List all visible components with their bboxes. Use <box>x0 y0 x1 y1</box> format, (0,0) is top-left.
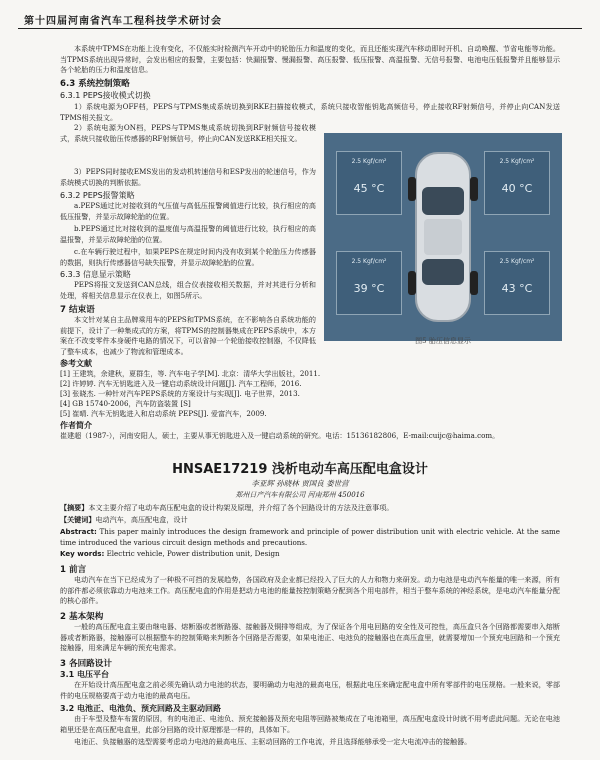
rl-pressure: 2.5 Kgf/cm² <box>351 258 387 265</box>
article-title: HNSAE17219 浅析电动车高压配电盒设计 <box>172 462 428 477</box>
paragraph-3-1: 在开始设计高压配电盒之前必须先确认动力电池的状态，要明确动力电池的最高电压，根据此电压来确定配电盒中所有零部件的电压规格。一般来说，零部件的电压规格要高于动力电池的最高电压。 <box>60 680 560 700</box>
fr-pressure: 2.5 Kgf/cm² <box>499 158 535 165</box>
front-left-tire-panel <box>336 151 402 215</box>
tire-pressure-display-figure <box>324 133 562 341</box>
abstract-en <box>60 527 560 548</box>
abstract-cn <box>60 503 560 514</box>
heading-6-3-3: 6.3.3 信息显示策略 <box>60 270 131 279</box>
fl-temperature: 45 °C <box>353 182 385 195</box>
paragraph-2: 一般的高压配电盒主要由继电器、熔断器或者断路器、接触器及铜排等组成，为了保证各个用电回路的安全性及可控性，高压盒只各个回路都需要串入熔断器或者断路器，接触器可以根据整车的控制策略来判断各个回路是否需要，如果电池正、电池负的接触器也在高压盒里，就需要增加一个预充电回路和一个预充接触器，用来满足车辆的预充电需求。 <box>60 622 560 653</box>
heading-3-1: 3.1 电压平台 <box>60 670 109 679</box>
author-bio: 崔建超（1987-），河南安阳人，硕士，主要从事无钥匙进入及一键启动系统的研究。电话：15136182806，E-mail:cuijc@haima.com。 <box>60 431 500 440</box>
heading-2: 2 基本架构 <box>60 612 104 622</box>
reference-item: [2] 许婷婷. 汽车无钥匙进入及一键启动系统设计问题[J]. 汽车工程师，2016. <box>60 379 302 388</box>
keywords-en-text: Electric vehicle, Power distribution unit, Design <box>106 549 280 558</box>
car-top-view-icon <box>406 147 480 327</box>
fr-temperature: 40 °C <box>501 182 533 195</box>
paragraph-6-3-1-c: 3）PEPS同时接收EMS发出的发动机转速信号和ESP发出的轮速信号，作为系统模式切换的判断依据。 <box>60 167 316 187</box>
keywords-en-label: Key words: <box>60 549 105 558</box>
paragraph-7: 本文针对某自主品牌乘用车的PEPS和TPMS系统，在不影响各自系统功能的前提下，设计了一种集成式的方案，将TPMS的控制器集成在PEPS系统中，本方案在不改变零件本身硬件电路的情况下，可以省掉一个轮胎接收控制器，不仅降低了整车成本，也减少了物流和管理成本。 <box>60 315 316 356</box>
reference-item: [5] 崔晴. 汽车无钥匙进入和启动系统 PEPS[J]. 爱富汽车，2009. <box>60 409 267 418</box>
reference-item: [4] GB 15740-2006，汽车防盗装置 [S] <box>60 399 191 408</box>
heading-7: 7 结束语 <box>60 305 95 315</box>
rr-temperature: 43 °C <box>501 282 533 295</box>
paragraph-6-3-1-b: 2）系统电源为ON档，PEPS与TPMS集成系统切换到RF射频信号接收模式，系统只接收胎压传感器的RF射频信号，停止向CAN发送RKE相关报文。 <box>60 123 316 143</box>
rear-right-tire-panel <box>484 251 550 315</box>
paragraph-6-3-3: PEPS将报文发送到CAN总线，组合仪表接收相关数据，并对其进行分析和处理，将相关信息显示在仪表上，如图5所示。 <box>60 280 316 300</box>
heading-6-3: 6.3 系统控制策略 <box>60 79 130 89</box>
paragraph-6-3-2-a: a.PEPS通过比对接收到的气压值与高低压报警阈值进行比较，执行相应的高低压报警，并显示故障轮胎的位置。 <box>60 201 316 221</box>
article-authors: 李亚辉 孙晓林 贾国良 娄世营 <box>251 479 349 488</box>
heading-3: 3 各回路设计 <box>60 659 112 669</box>
author-bio-title: 作者简介 <box>60 421 92 430</box>
rear-left-tire-panel <box>336 251 402 315</box>
paragraph-6-3-2-c: c.在车辆行驶过程中，如果PEPS在规定时间内没有收到某个轮胎压力传感器的数据，则执行传感器信号缺失报警，并显示故障轮胎的位置。 <box>60 247 316 267</box>
heading-6-3-2: 6.3.2 PEPS报警策略 <box>60 191 135 200</box>
abstract-en-label: Abstract: <box>60 527 97 536</box>
keywords-cn-text: 电动汽车，高压配电盒，设计 <box>95 515 188 524</box>
figure-caption: 图5 胎压信息显示 <box>415 337 471 345</box>
heading-3-2: 3.2 电池正、电池负、预充回路及主驱动回路 <box>60 704 221 713</box>
keywords-en <box>60 549 560 560</box>
header-rule <box>18 28 582 29</box>
keywords-cn <box>60 515 560 526</box>
references-title: 参考文献 <box>60 359 92 368</box>
article-affiliation: 郑州日产汽车有限公司 河南郑州 450016 <box>235 491 365 499</box>
keywords-cn-label: 【关键词】 <box>60 515 96 524</box>
paragraph-3-2-b: 电池正、负接触器的选型需要考虑动力电池的最高电压、主驱动回路的工作电流，并且选择能够承受一定大电流冲击的接触器。 <box>74 737 472 746</box>
heading-6-3-1: 6.3.1 PEPS接收模式切换 <box>60 91 151 100</box>
reference-item: [3] 张晓杰. 一种针对汽车PEPS系统的方案设计与实现[J]. 电子世界，2013. <box>60 389 300 398</box>
abstract-cn-text: 本文主要介绍了电动车高压配电盒的设计构架及原理，并介绍了各个回路设计的方法及注意事项。 <box>88 503 394 512</box>
rr-pressure: 2.5 Kgf/cm² <box>499 258 535 265</box>
intro-paragraph: 本系统中TPMS在功能上没有变化，不仅能实时检测汽车开动中的轮胎压力和温度的变化，而且还能实现汽车移动即时开机、自动唤醒、节省电能等功能。当TPMS系统出现异常时，会发出相应的报警，主要包括：快漏报警、慢漏报警、高压报警、低压报警、高温报警、无信号报警、电池电压低报警并且能够显示各个轮胎的压力和温度信息。 <box>60 44 560 75</box>
abstract-en-text: This paper mainly introduces the design framework and principle of power distribution unit with electric vehicle. At the same time introduced the various circuit design methods and precautions. <box>60 527 560 547</box>
front-right-tire-panel <box>484 151 550 215</box>
rl-temperature: 39 °C <box>353 282 385 295</box>
fl-pressure: 2.5 Kgf/cm² <box>351 158 387 165</box>
paragraph-3-2: 由于车型及整车布置的原因，有的电池正、电池负、预充接触器及预充电阻等回路被集成在了电池箱里，高压配电盒设计时就不用考虑此问题。无论在电池箱里还是在高压配电盒里，此部分回路的设计原理都是一样的，具体如下。 <box>60 714 560 734</box>
abstract-cn-label: 【摘要】 <box>60 503 89 512</box>
paragraph-6-3-2-b: b.PEPS通过比对接收到的温度值与高温报警的阈值进行比较，执行相应的高温报警，并显示故障轮胎的位置。 <box>60 224 316 244</box>
paragraph-6-3-1-a: 1）系统电源为OFF档，PEPS与TPMS集成系统切换到RKE扫描接收模式，系统只接收智能钥匙高频信号，停止接收RF射频信号，并停止向CAN发送TPMS相关报文。 <box>60 102 560 122</box>
running-header: 第十四届河南省汽车工程科技学术研讨会 <box>24 16 222 27</box>
reference-item: [1] 王建筑，余建秋，夏群生，等. 汽车电子学[M]. 北京：清华大学出版社，2011. <box>60 369 321 378</box>
paragraph-1: 电动汽车在当下已经成为了一种极不可挡的发展趋势，各国政府及企业都已经投入了巨大的人力和物力来研发。动力电池是电动汽车能量的唯一来源，所有的部件都必须依靠动力电池来工作。高压配电盒的作用是把动力电池的能量按控制策略分配到各个用电部件，相当于整车系统的神经系统，是电动汽车能量分配的核心部件。 <box>60 575 560 606</box>
heading-1: 1 前言 <box>60 565 87 575</box>
